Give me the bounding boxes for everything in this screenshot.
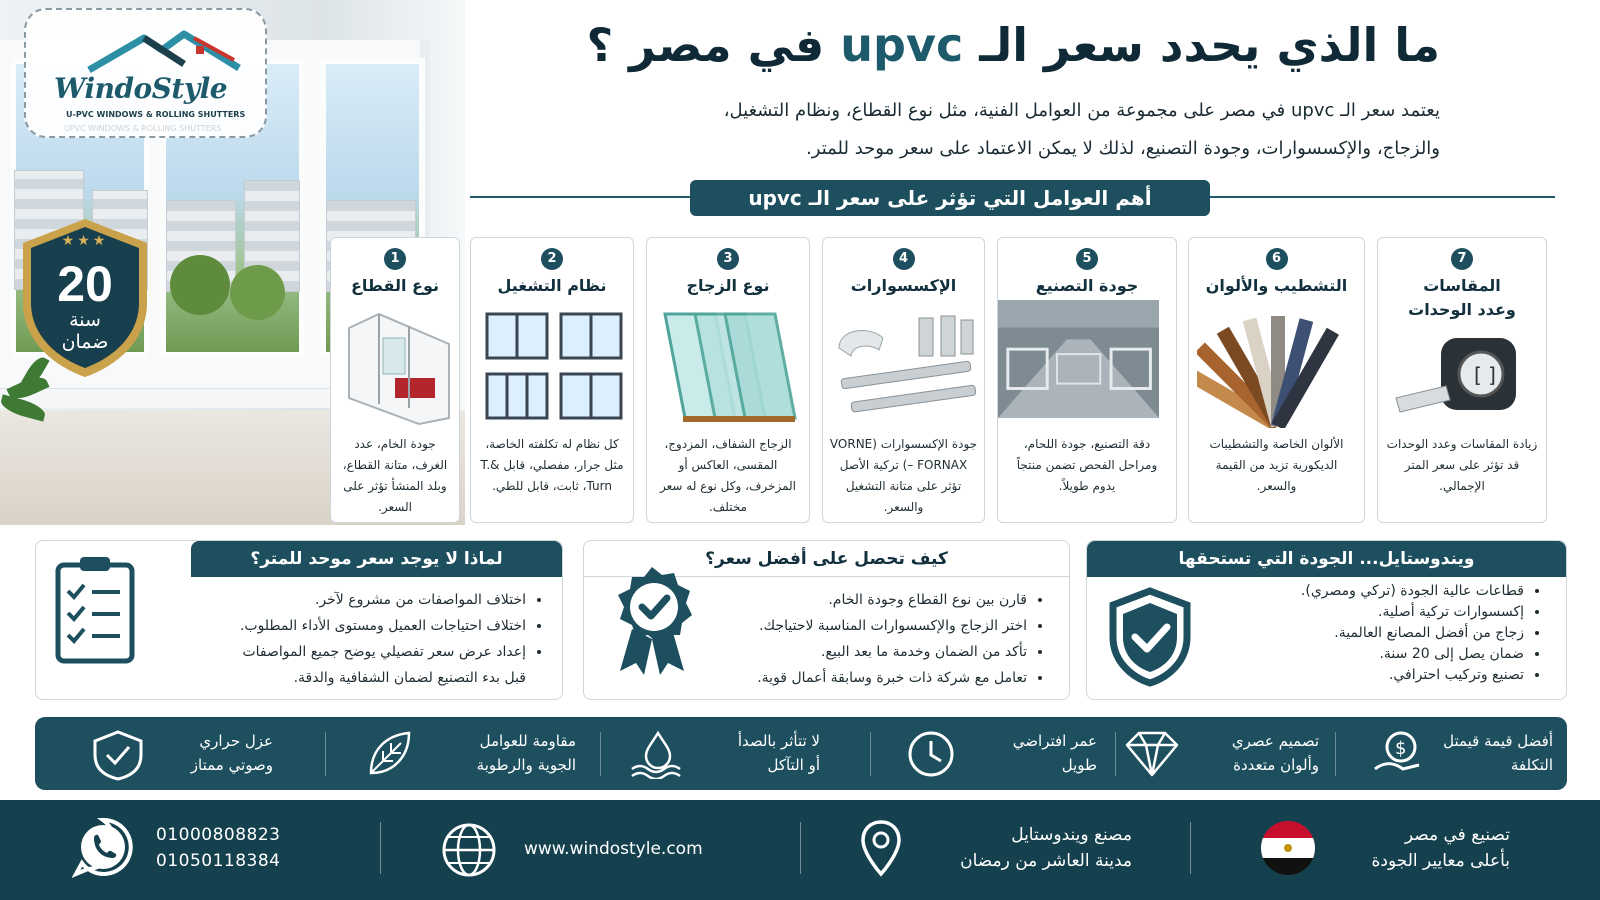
benefit-best-value <box>1335 717 1567 790</box>
factor-description: الزجاج الشفاف، المزدوج، المقسى، العاكس أو المزخرف، وكل نوع له سعر مختلف. <box>659 437 796 514</box>
list-item: • قطاعات عالية الجودة (تركي ومصري). <box>1212 581 1524 602</box>
factor-number: 4 <box>893 248 915 270</box>
benefit-line-2: وألوان متعددة <box>1233 756 1319 774</box>
windostyle-quality-panel <box>1086 540 1567 700</box>
factor-title: جودة التصنيع <box>1035 276 1139 295</box>
diamond-icon <box>1121 729 1183 779</box>
factor-description: زيادة المقاسات وعدد الوحدات قد تؤثر على سعر المتر الإجمالي. <box>1386 437 1538 493</box>
why-no-fixed-price-panel <box>35 540 563 700</box>
window-systems-icon <box>479 308 629 428</box>
factor-number: 2 <box>541 248 563 270</box>
benefit-line-1: عمر افتراضي <box>1012 732 1097 750</box>
benefit-text <box>446 729 576 777</box>
benefit-text <box>987 729 1097 777</box>
page-title <box>460 18 1440 72</box>
hardware-accessories-icon <box>831 308 981 428</box>
panel-heading: لماذا لا يوجد سعر موحد للمتر؟ <box>191 541 562 577</box>
benefit-text <box>1423 729 1553 777</box>
benefit-no-rust <box>600 717 870 790</box>
svg-text:$: $ <box>1395 738 1407 759</box>
title-highlight: upvc <box>840 18 964 72</box>
benefit-text <box>1199 729 1319 777</box>
factor-title: المقاسات وعدد الوحدات <box>1408 276 1516 319</box>
benefit-long-life <box>870 717 1115 790</box>
website-link[interactable]: www.windostyle.com <box>524 839 703 859</box>
title-part-1: ما الذي يحدد سعر الـ <box>979 18 1440 72</box>
factor-card-7 <box>1377 237 1547 523</box>
footer-bar <box>0 800 1600 900</box>
badge-stars: ★★★ <box>61 233 109 249</box>
quality-list <box>1212 581 1542 686</box>
factory-line-2: مدينة العاشر من رمضان <box>960 851 1132 871</box>
list-item: • تعامل مع شركة ذات خبرة وسابقة أعمال قوية. <box>685 665 1027 691</box>
made-line-2: بأعلى معايير الجودة <box>1371 851 1510 871</box>
factor-number: 3 <box>717 248 739 270</box>
subtitle-line-2: والزجاج، والإكسسوارات، وجودة التصنيع، لذلك لا يمكن الاعتماد على سعر موحد للمتر. <box>806 138 1440 159</box>
checklist-icon <box>54 555 136 665</box>
factor-description: كل نظام له تكلفته الخاصة، مثل جرار، مفصلي، قابل T.& Turn، ثابت، قابل للطي. <box>480 437 624 493</box>
factor-title: نوع الزجاج <box>686 276 770 295</box>
footer-made-in-egypt <box>1190 800 1600 900</box>
footer-factory-location <box>800 800 1190 900</box>
clock-icon <box>905 729 957 779</box>
made-line-1: تصنيع في مصر <box>1404 825 1510 845</box>
shield-check-icon <box>91 729 145 781</box>
factory-line-1: مصنع ويندوستايل <box>1011 825 1132 845</box>
factor-cards <box>330 237 1580 523</box>
glass-panes-icon <box>655 308 805 428</box>
factor-description: الألوان الخاصة والتشطيبات الديكورية تزيد من القيمة والسعر. <box>1209 437 1344 493</box>
benefit-insulation <box>35 717 325 790</box>
list-item: • إكسسوارات تركية أصلية. <box>1212 602 1524 623</box>
phone-2[interactable]: 01050118384 <box>156 851 281 871</box>
factor-number: 7 <box>1451 248 1473 270</box>
benefit-text <box>690 729 820 777</box>
warranty-years: 20 <box>57 256 113 312</box>
warranty-label: ضمان <box>61 331 109 353</box>
factor-number: 1 <box>384 248 406 270</box>
factor-card-5 <box>997 237 1177 523</box>
benefit-text <box>163 729 273 777</box>
title-part-2: في مصر ؟ <box>586 18 825 72</box>
factor-card-4 <box>822 237 985 523</box>
factory-photo <box>998 300 1159 418</box>
factors-heading: أهم العوامل التي تؤثر على سعر الـ upvc <box>690 180 1210 216</box>
benefit-line-2: أو التآكل <box>767 756 820 774</box>
list-item: • تصنيع وتركيب احترافي. <box>1212 665 1524 686</box>
list-item: قبل بدء التصنيع لضمان الشفافية والدقة. <box>293 670 526 686</box>
egypt-flag-icon <box>1258 818 1318 878</box>
money-hand-icon <box>1373 729 1425 779</box>
tape-measure-icon <box>1386 308 1536 428</box>
brand-tagline: U-PVC WINDOWS & ROLLING SHUTTERS <box>66 110 246 119</box>
list-item: • زجاج من أفضل المصانع العالمية. <box>1212 623 1524 644</box>
factor-title: نظام التشغيل <box>497 276 607 295</box>
water-drop-icon <box>628 729 688 779</box>
benefit-line-2: الجوية والرطوبة <box>476 756 576 774</box>
list-item: • اختلاف احتياجات العميل ومستوى الأداء المطلوب. <box>154 613 526 639</box>
color-swatches-icon <box>1197 308 1357 428</box>
factor-number: 6 <box>1266 248 1288 270</box>
why-list <box>154 587 544 691</box>
factor-card-6 <box>1188 237 1365 523</box>
factor-title: التشطيب والألوان <box>1205 276 1348 295</box>
factor-title: الإكسسوارات <box>850 276 957 295</box>
page-subtitle <box>500 92 1440 168</box>
list-item: • تأكد من الضمان وخدمة ما بعد البيع. <box>685 639 1027 665</box>
list-item: • قارن بين نوع القطاع وجودة الخام. <box>685 587 1027 613</box>
benefit-line-1: تصميم عصري <box>1231 732 1319 750</box>
warranty-badge <box>15 215 155 380</box>
factor-description: جودة الإكسسوارات (VORNE – FORNAX) تركية الأصل تؤثر على متانة التشغيل والسعر. <box>829 437 978 514</box>
how-best-price-panel <box>583 540 1070 700</box>
footer-phones <box>0 800 380 900</box>
benefit-modern-design <box>1115 717 1335 790</box>
list-item: • إعداد عرض سعر تفصيلي يوضح جميع المواصفات <box>154 639 526 665</box>
factor-description: جودة الخام، عدد الغرف، متانة القطاع، وبلد المنشأ تؤثر على السعر. <box>342 437 448 514</box>
list-item: • اختلاف المواصفات من مشروع لآخر. <box>154 587 526 613</box>
list-item: • اختر الزجاج والإكسسوارات المناسبة لاحتياجك. <box>685 613 1027 639</box>
panel-heading: كيف تحصل على أفضل سعر؟ <box>584 541 1069 577</box>
factor-number: 5 <box>1076 248 1098 270</box>
factor-title: نوع القطاع <box>350 276 440 295</box>
footer-text <box>1310 822 1510 874</box>
benefit-line-2: التكلفة <box>1510 756 1553 774</box>
phone-numbers <box>156 822 356 874</box>
benefits-bar <box>35 717 1567 790</box>
factor-description: دقة التصنيع، جودة اللحام، ومراحل الفحص تضمن منتجاً يدوم طويلاً. <box>1016 437 1158 493</box>
warranty-unit: سنة <box>69 309 101 331</box>
globe-icon <box>440 821 498 879</box>
house-roof-icon <box>84 30 244 76</box>
benefit-line-2: وصوتي ممتاز <box>190 756 273 774</box>
brand-name: WindoStyle <box>54 72 228 105</box>
footer-text <box>902 822 1132 874</box>
leaf-icon <box>365 729 415 779</box>
benefit-line-2: طويل <box>1061 756 1097 774</box>
panel-heading: ويندوستايل... الجودة التي تستحقها <box>1087 541 1566 577</box>
benefit-line-1: أفضل قيمة قيمتل <box>1443 732 1553 750</box>
upvc-profile-icon <box>339 308 459 428</box>
factor-card-2 <box>470 237 634 523</box>
svg-text:[ ]: [ ] <box>1474 363 1496 387</box>
list-item: • ضمان يصل إلى 20 سنة. <box>1212 644 1524 665</box>
benefit-line-1: لا تتأثر بالصدأ <box>737 732 820 750</box>
benefit-weather-resistant <box>325 717 600 790</box>
benefit-line-1: مقاومة للعوامل <box>479 732 576 750</box>
shield-check-icon <box>1107 587 1193 687</box>
factor-card-1 <box>330 237 460 523</box>
location-pin-icon <box>858 818 904 878</box>
footer-website[interactable] <box>380 800 800 900</box>
whatsapp-icon[interactable] <box>72 816 134 878</box>
windostyle-logo <box>24 8 267 138</box>
subtitle-line-1: يعتمد سعر الـ upvc في مصر على مجموعة من العوامل الفنية، مثل نوع القطاع، ونظام التشغيل، <box>723 100 1440 121</box>
how-list <box>685 587 1045 691</box>
factor-card-3 <box>646 237 810 523</box>
brand-tagline-faint: UPVC WINDOWS & ROLLING SHUTTERS <box>64 124 222 133</box>
phone-1[interactable]: 01000808823 <box>156 825 281 845</box>
benefit-line-1: عزل حراري <box>199 732 273 750</box>
